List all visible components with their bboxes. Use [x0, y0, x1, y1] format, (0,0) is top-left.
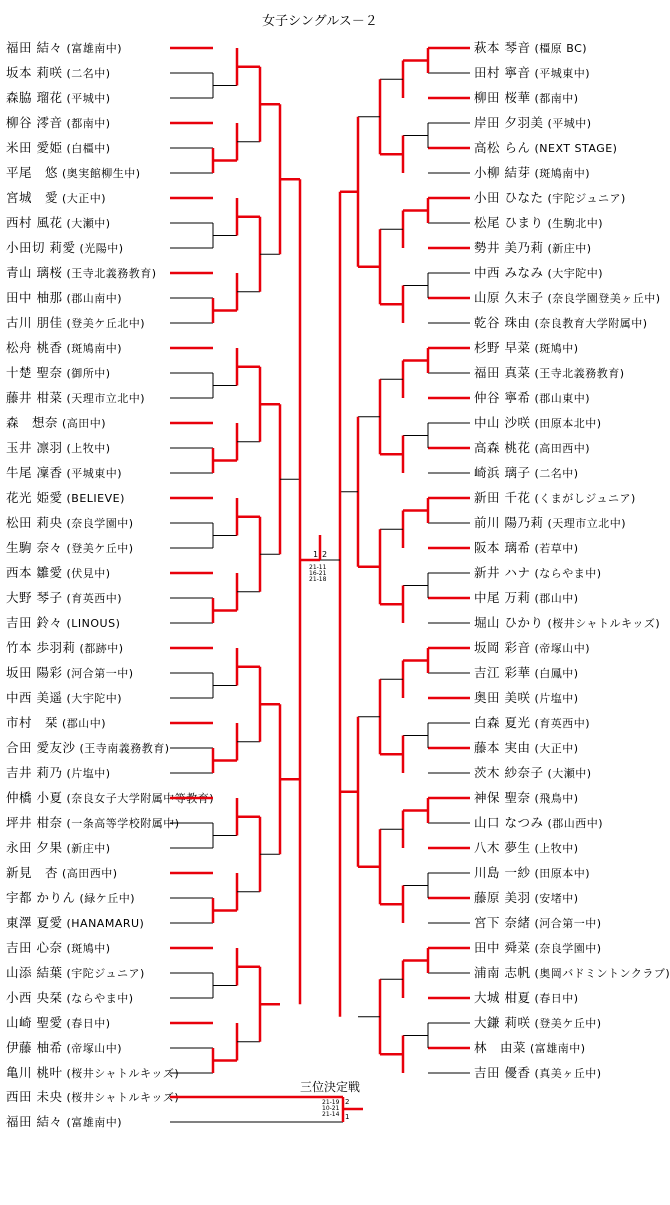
player-name: 米田 愛姫	[6, 140, 63, 155]
player-name: 吉田 鈴々	[6, 615, 63, 630]
player-club: (河合第一中)	[66, 667, 134, 680]
player-name: 岸田 夕羽美	[474, 115, 544, 130]
final-score: 21-18	[309, 576, 327, 583]
player-name: 西本 雛愛	[6, 565, 63, 580]
player-club: (登美ケ丘北中)	[66, 317, 146, 330]
player-name: 伊藤 柚希	[6, 1040, 63, 1055]
player-name: 堀山 ひかり	[474, 615, 544, 630]
player-name: 福田 結々	[6, 1114, 63, 1129]
player-club: (安堵中)	[534, 892, 579, 905]
player-name: 高森 桃花	[474, 440, 531, 455]
player-name: 大鎌 莉咲	[474, 1015, 531, 1030]
player-name: 白森 夏光	[474, 715, 531, 730]
player-club: (高田西中)	[534, 442, 591, 455]
player-club: (上牧中)	[66, 442, 111, 455]
player-club: (HANAMARU)	[66, 917, 145, 930]
player-club: (大瀬中)	[547, 767, 592, 780]
player-club: (王寺北義務教育)	[66, 267, 157, 280]
player-name: 坂本 莉咲	[6, 65, 63, 80]
player-name: 山添 結葉	[6, 965, 63, 980]
third-games-1: 2	[345, 1098, 350, 1106]
player-name: 小柳 結芽	[474, 165, 531, 180]
player-name: 永田 夕果	[6, 840, 63, 855]
player-club: (奥岡バドミントンクラブ)	[534, 967, 670, 980]
player-name: 東澤 夏愛	[6, 915, 63, 930]
player-name: 勢井 美乃莉	[474, 240, 544, 255]
player-club: (大宇陀中)	[66, 692, 123, 705]
player-name: 八木 夢生	[474, 840, 531, 855]
player-name: 小田 ひなた	[474, 190, 544, 205]
player-name: 森脇 瑠花	[6, 90, 63, 105]
player-name: 坂田 陽彩	[6, 665, 63, 680]
player-club: (ならやま中)	[66, 992, 134, 1005]
player-club: (帝塚山中)	[66, 1042, 123, 1055]
player-club: (一条高等学校附属中)	[66, 817, 180, 830]
player-name: 田村 寧音	[474, 65, 531, 80]
player-name: 柳田 桜華	[474, 90, 531, 105]
player-name: 浦南 志帆	[474, 965, 531, 980]
player-club: (天理市立北中)	[547, 517, 627, 530]
player-club: (奥実館柳生中)	[62, 167, 141, 180]
player-club: (富雄南中)	[530, 1042, 586, 1055]
player-name: 吉井 莉乃	[6, 765, 63, 780]
player-club: (田原本中)	[534, 867, 591, 880]
player-club: (ならやま中)	[534, 567, 602, 580]
player-club: (くまがしジュニア)	[534, 492, 636, 505]
player-club: (春日中)	[66, 1017, 111, 1030]
player-club: (斑鳩南中)	[534, 167, 591, 180]
player-club: (都南中)	[534, 92, 579, 105]
player-name: 杉野 早菜	[474, 340, 531, 355]
player-club: (光陽中)	[79, 242, 124, 255]
player-name: 十楚 聖奈	[6, 365, 63, 380]
player-name: 合田 愛友沙	[6, 740, 76, 755]
player-club: (富雄南中)	[66, 1116, 123, 1129]
player-name: 花光 姫愛	[6, 490, 63, 505]
player-club: (郡山中)	[62, 717, 107, 730]
player-name: 牛尾 凜香	[6, 465, 63, 480]
player-club: (河合第一中)	[534, 917, 602, 930]
player-club: (登美ケ丘中)	[66, 542, 134, 555]
player-name: 阪本 璃希	[474, 540, 531, 555]
player-name: 乾谷 珠由	[474, 315, 531, 330]
player-club: (桜井シャトルキッズ)	[547, 617, 661, 630]
player-club: (奈良学園登美ヶ丘中)	[547, 292, 661, 305]
player-name: 萩本 琴音	[474, 40, 531, 55]
player-club: (奈良学園中)	[66, 517, 134, 530]
player-name: 大城 柑夏	[474, 990, 531, 1005]
player-club: (帝塚山中)	[534, 642, 591, 655]
player-club: (桜井シャトルキッズ)	[66, 1067, 180, 1080]
player-name: 高松 らん	[474, 140, 531, 155]
player-club: (片塩中)	[66, 767, 111, 780]
player-name: 藤井 柑菜	[6, 390, 63, 405]
player-name: 福田 真菜	[474, 365, 531, 380]
third-games-2: 1	[345, 1113, 350, 1121]
player-name: 田中 舜菜	[474, 940, 531, 955]
player-club: (生駒北中)	[547, 217, 604, 230]
player-club: (新庄中)	[66, 842, 111, 855]
player-club: (御所中)	[66, 367, 111, 380]
player-club: (宇陀ジュニア)	[547, 192, 626, 205]
player-name: 中山 沙咲	[474, 415, 531, 430]
player-club: (奈良女子大学附属中等教育)	[66, 792, 215, 805]
third-score: 21-19	[322, 1099, 340, 1106]
player-club: (育英西中)	[66, 592, 123, 605]
player-club: (大瀬中)	[66, 217, 111, 230]
player-name: 西村 風花	[6, 215, 63, 230]
player-name: 吉田 心奈	[6, 940, 63, 955]
player-club: (二名中)	[534, 467, 579, 480]
player-club: (BELIEVE)	[66, 492, 125, 505]
player-club: (富雄南中)	[66, 42, 123, 55]
final-left-games: 1	[313, 550, 319, 559]
third-score: 10-21	[322, 1105, 340, 1112]
player-club: (桜井シャトルキッズ)	[66, 1091, 180, 1104]
player-club: (大正中)	[62, 192, 107, 205]
player-club: (奈良学園中)	[534, 942, 602, 955]
player-name: 林 由菜	[474, 1040, 527, 1055]
player-name: 生駒 奈々	[6, 540, 63, 555]
player-club: (郡山西中)	[547, 817, 604, 830]
player-name: 平尾 悠	[6, 165, 59, 180]
player-name: 仲谷 寧希	[474, 390, 531, 405]
player-club: (高田中)	[62, 417, 107, 430]
player-name: 仲橋 小夏	[6, 790, 63, 805]
player-club: (LINOUS)	[66, 617, 121, 630]
player-name: 中尾 万莉	[474, 590, 531, 605]
player-name: 山口 なつみ	[474, 815, 544, 830]
player-name: 新田 千花	[474, 490, 531, 505]
player-name: 柳谷 澪音	[6, 115, 63, 130]
player-name: 藤本 実由	[474, 740, 531, 755]
final-score: 21-11	[309, 564, 327, 571]
player-name: 中西 美遥	[6, 690, 63, 705]
player-club: (斑鳩中)	[66, 942, 111, 955]
player-club: (王寺北義務教育)	[534, 367, 625, 380]
player-name: 古川 朋佳	[6, 315, 63, 330]
player-name: 茨木 紗奈子	[474, 765, 544, 780]
player-club: (宇陀ジュニア)	[66, 967, 145, 980]
player-name: 青山 璃桜	[6, 265, 63, 280]
player-name: 山原 久末子	[474, 290, 544, 305]
player-name: 吉江 彩華	[474, 665, 531, 680]
player-club: (白橿中)	[66, 142, 111, 155]
player-name: 松尾 ひまり	[474, 215, 544, 230]
final-right-games: 2	[322, 550, 328, 559]
player-club: (郡山中)	[534, 592, 579, 605]
player-club: (白鳳中)	[534, 667, 579, 680]
player-club: (片塩中)	[534, 692, 579, 705]
player-name: 西田 未央	[6, 1089, 63, 1104]
player-name: 大野 琴子	[6, 590, 63, 605]
player-club: (大宇陀中)	[547, 267, 604, 280]
player-name: 竹本 歩羽莉	[6, 640, 76, 655]
player-name: 新見 杏	[6, 865, 59, 880]
final-score: 16-21	[309, 570, 327, 577]
player-club: (飛鳥中)	[534, 792, 579, 805]
player-name: 新井 ハナ	[474, 565, 531, 580]
player-name: 小西 央栞	[6, 990, 63, 1005]
player-name: 山崎 聖愛	[6, 1015, 63, 1030]
player-club: (若草中)	[534, 542, 579, 555]
player-name: 坂岡 彩音	[474, 640, 531, 655]
player-club: (平城東中)	[534, 67, 591, 80]
player-name: 藤原 美羽	[474, 890, 531, 905]
player-club: (斑鳩南中)	[66, 342, 123, 355]
player-name: 坪井 柑奈	[6, 815, 63, 830]
player-name: 宇都 かりん	[6, 890, 76, 905]
player-club: (春日中)	[534, 992, 579, 1005]
player-name: 小田切 莉愛	[6, 240, 76, 255]
player-name: 川島 一紗	[474, 865, 531, 880]
player-club: (大正中)	[534, 742, 579, 755]
player-name: 吉田 優香	[474, 1065, 531, 1080]
player-club: (都跡中)	[79, 642, 124, 655]
player-club: (新庄中)	[547, 242, 592, 255]
player-club: (緑ケ丘中)	[79, 892, 136, 905]
player-name: 神保 聖奈	[474, 790, 531, 805]
player-name: 森 想奈	[6, 415, 59, 430]
player-club: (伏見中)	[66, 567, 111, 580]
player-name: 中西 みなみ	[474, 265, 544, 280]
player-name: 松田 莉央	[6, 515, 63, 530]
player-club: (高田西中)	[62, 867, 118, 880]
player-name: 亀川 桃叶	[6, 1065, 63, 1080]
third-score: 21-14	[322, 1111, 340, 1118]
player-club: (育英西中)	[534, 717, 591, 730]
player-club: (平城中)	[547, 117, 592, 130]
player-name: 奥田 美咲	[474, 690, 531, 705]
player-name: 宮城 愛	[6, 190, 59, 205]
player-club: (登美ケ丘中)	[534, 1017, 602, 1030]
player-name: 福田 結々	[6, 40, 63, 55]
player-name: 前川 陽乃莉	[474, 515, 544, 530]
player-club: (奈良教育大学附属中)	[534, 317, 648, 330]
player-club: (王寺南義務教育)	[79, 742, 170, 755]
player-club: (NEXT STAGE)	[534, 142, 618, 155]
player-club: (二名中)	[66, 67, 111, 80]
player-club: (田原本北中)	[534, 417, 602, 430]
player-club: (郡山東中)	[534, 392, 591, 405]
player-name: 松舟 桃香	[6, 340, 63, 355]
player-club: (天理市立北中)	[66, 392, 146, 405]
player-club: (斑鳩中)	[534, 342, 579, 355]
player-club: (平城東中)	[66, 467, 123, 480]
player-club: (平城中)	[66, 92, 111, 105]
third-place-title: 三位決定戦	[300, 1080, 361, 1094]
page-title: 女子シングルス－２	[262, 14, 378, 29]
player-club: (橿原 BC)	[534, 42, 588, 55]
player-name: 市村 栞	[6, 715, 59, 730]
player-name: 崎浜 璃子	[474, 465, 531, 480]
player-name: 玉井 凛羽	[6, 440, 63, 455]
player-club: (上牧中)	[534, 842, 579, 855]
player-club: (都南中)	[66, 117, 111, 130]
player-name: 宮下 奈緒	[474, 915, 531, 930]
player-club: (真美ヶ丘中)	[534, 1067, 602, 1080]
player-name: 田中 柚那	[6, 290, 63, 305]
player-club: (郡山南中)	[66, 292, 123, 305]
